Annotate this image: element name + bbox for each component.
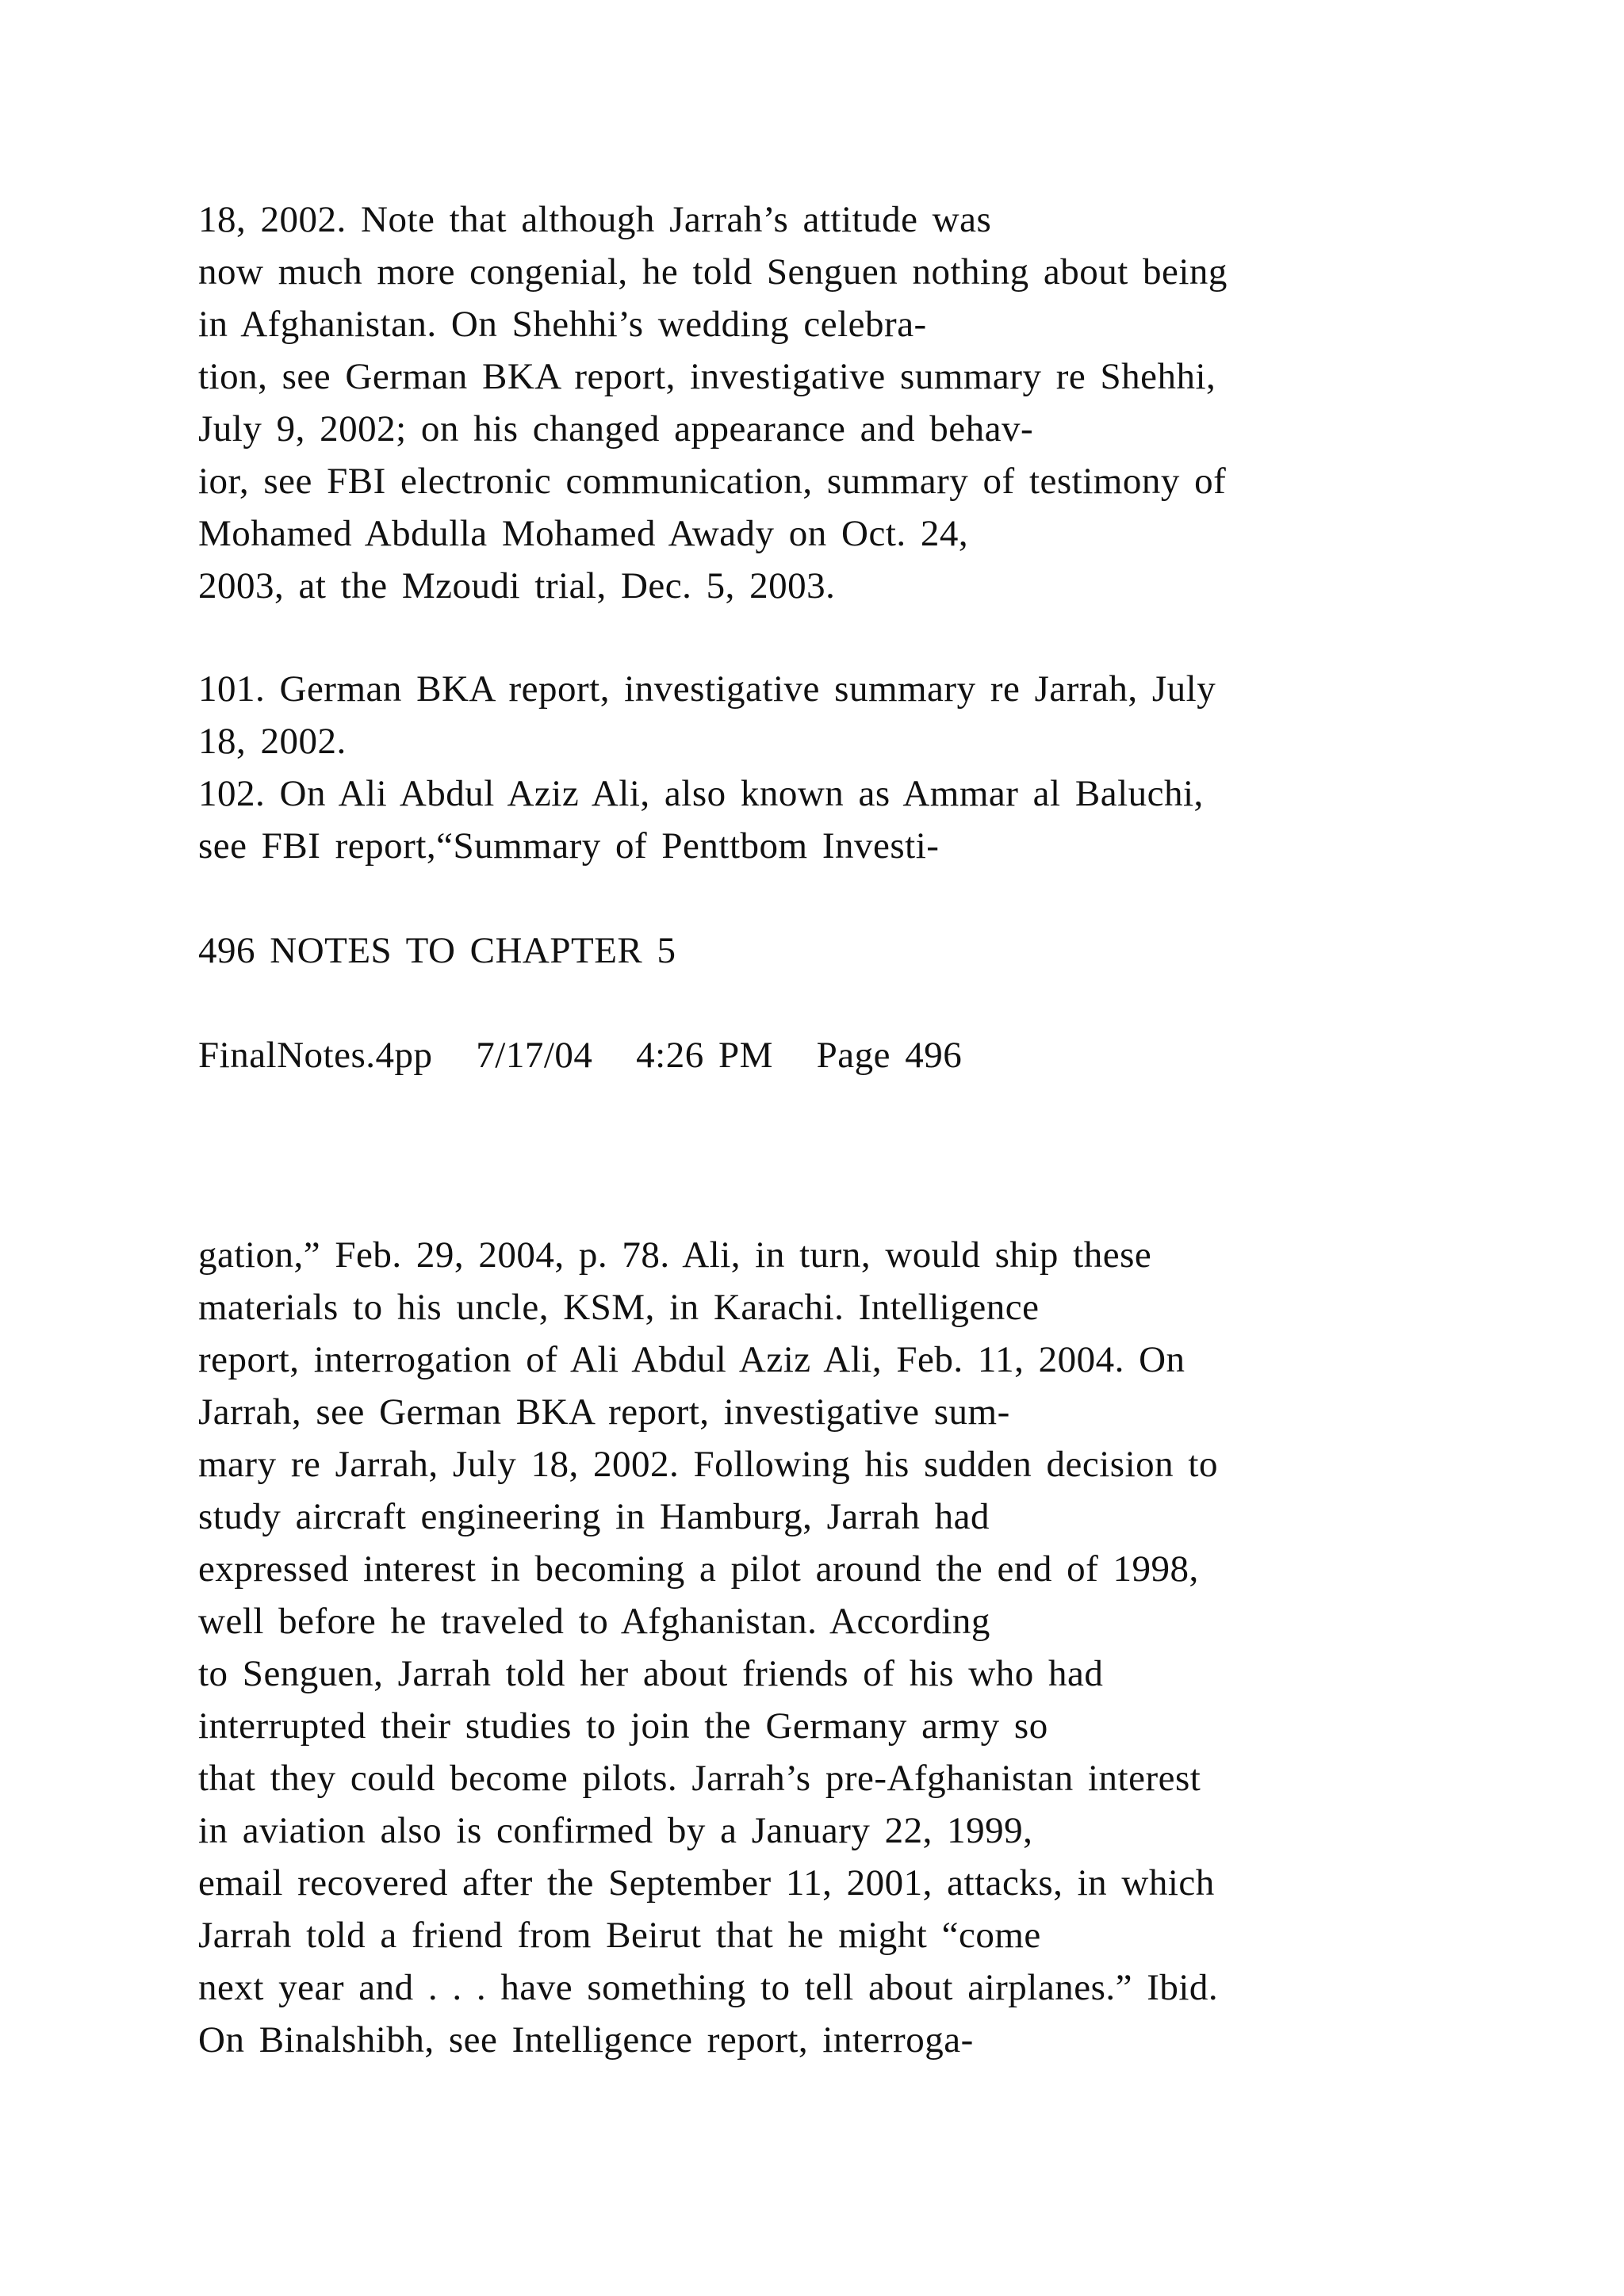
text-line: gation,” Feb. 29, 2004, p. 78. Ali, in turn, would ship these	[198, 1234, 1152, 1276]
text-line: to Senguen, Jarrah told her about friends of his who had	[198, 1653, 1104, 1694]
text-line: tion, see German BKA report, investigative summary re Shehhi,	[198, 356, 1216, 397]
note-102-line: 102. On Ali Abdul Aziz Ali, also known as Ammar al Baluchi,	[198, 773, 1204, 814]
text-line: On Binalshibh, see Intelligence report, interroga-	[198, 2019, 974, 2061]
text-line: Jarrah, see German BKA report, investigative sum-	[198, 1391, 1010, 1433]
text-line: 2003, at the Mzoudi trial, Dec. 5, 2003.	[198, 565, 836, 607]
text-line: next year and . . . have something to tell about airplanes.” Ibid.	[198, 1967, 1219, 2008]
text-line: in Afghanistan. On Shehhi’s wedding celebra-	[198, 304, 927, 345]
note-102-line: see FBI report,“Summary of Penttbom Investi-	[198, 825, 940, 867]
text-line: July 9, 2002; on his changed appearance and behav-	[198, 408, 1034, 450]
file-stamp: FinalNotes.4pp 7/17/04 4:26 PM Page 496	[198, 1035, 963, 1076]
text-line: materials to his uncle, KSM, in Karachi. Intelligence	[198, 1287, 1040, 1328]
running-footer-block	[198, 924, 1530, 977]
text-line: 18, 2002. Note that although Jarrah’s attitude was	[198, 199, 992, 240]
text-line: in aviation also is confirmed by a January 22, 1999,	[198, 1810, 1033, 1851]
note-101-line: 18, 2002.	[198, 721, 347, 762]
text-line: interrupted their studies to join the Germany army so	[198, 1705, 1048, 1747]
text-line: ior, see FBI electronic communication, summary of testimony of	[198, 461, 1227, 502]
text-line: report, interrogation of Ali Abdul Aziz Ali, Feb. 11, 2004. On	[198, 1339, 1185, 1380]
note-101-line: 101. German BKA report, investigative summary re Jarrah, July	[198, 668, 1216, 710]
note-continuation	[198, 193, 1530, 612]
text-line: study aircraft engineering in Hamburg, Jarrah had	[198, 1496, 990, 1537]
text-line: that they could become pilots. Jarrah’s pre-Afghanistan interest	[198, 1758, 1201, 1799]
file-stamp-block	[198, 1029, 1530, 1081]
text-line: email recovered after the September 11, 2001, attacks, in which	[198, 1862, 1215, 1904]
text-line: Mohamed Abdulla Mohamed Awady on Oct. 24,	[198, 513, 969, 554]
text-line: expressed interest in becoming a pilot around the end of 1998,	[198, 1548, 1199, 1590]
text-line: now much more congenial, he told Senguen nothing about being	[198, 251, 1228, 293]
text-line: well before he traveled to Afghanistan. According	[198, 1601, 990, 1642]
text-line: mary re Jarrah, July 18, 2002. Following his sudden decision to	[198, 1444, 1218, 1485]
text-line: Jarrah told a friend from Beirut that he might “come	[198, 1915, 1041, 1956]
notes-list	[198, 663, 1530, 872]
next-page-text	[198, 1229, 1530, 2066]
running-footer: 496 NOTES TO CHAPTER 5	[198, 930, 676, 971]
